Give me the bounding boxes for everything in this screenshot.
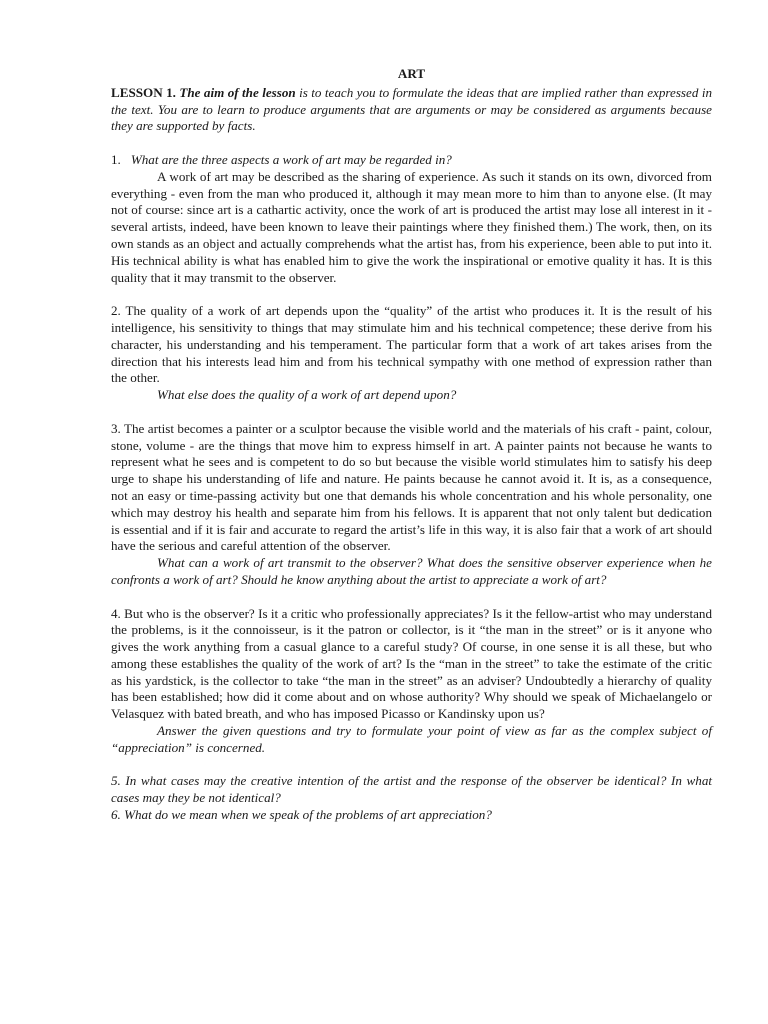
lesson-intro [111, 85, 712, 135]
paragraph-3: 3. The artist becomes a painter or a sculptor because the visible world and the materials of his craft - paint, colour, stone, volume - are the things that move him to express himself in art. A painter paints not because he wants to represent what he sees and is competent to do so but because the visible world stimulates him to satisfy his deep urge to shape his understanding of life and nature. He paints because he cannot avoid it. It is, as a consequence, not an easy or time-passing activity but one that demands his whole concentration and his whole personality, one which may destroy his health and separate him from his fellows. It is apparent that not only talent but dedication is essential and if it is fair and accurate to regard the artist’s life in this way, it is also fair that a work of art should have the serious and careful attention of the observer. [111, 420, 712, 554]
question-4: Answer the given questions and try to formulate your point of view as far as the complex subject of “appreciation” is concerned. [111, 723, 712, 755]
lesson-lead: The aim of the lesson [179, 84, 296, 100]
spacer [111, 135, 712, 152]
paragraph-2: 2. The quality of a work of art depends upon the “quality” of the artist who produces it. It is the result of his intelligence, his sensitivity to things that may stimulate him and his technical competence; these derive from his character, his understanding and his temperament. The particular form that a work of art takes arises from the direction that his interests lead him and from his technical sympathy with one method of expression rather than the other. [111, 303, 712, 386]
spacer [111, 589, 712, 606]
question-5: 5. In what cases may the creative intention of the artist and the response of the observer be identical? In what cases may they be not identical? [111, 773, 712, 806]
question-3: What can a work of art transmit to the observer? What does the sensitive observer experience when he confronts a work of art? Should he know anything about the artist to appreciate a work of art? [111, 555, 712, 587]
document-page [111, 66, 712, 824]
paragraph-1: A work of art may be described as the sharing of experience. As such it stands on its own, divorced from everything - even from the man who produced it, although it may mean more to him than to anyone else. (It may not of course: since art is a cathartic activity, once the work of art is produced the artist may lose all interest in it - several artists, indeed, have been known to leave their paintings where they finished them.) The work, then, on its own stands as an object and actually comprehends what the artist has, from his experience, been able to put into it. His technical ability is what has enabled him to give the work the inspirational or emotive quality it has. It is this quality that it may transmit to the observer. [111, 168, 712, 285]
question-1 [111, 152, 712, 169]
spacer [111, 757, 712, 774]
paragraph-4: 4. But who is the observer? Is it a critic who professionally appreciates? Is it the fellow-artist who may understand the problems, is it the connoisseur, is it the patron or collector, is it “the man in the street” or is it anyone who gives the work anything from a casual glance to a careful study? Of course, in one sense it is all these, but who among these establishes the quality of the work of art? Is the “man in the street” to take the estimate of the critic as his yardstick, is the collector to take “the man in the street” as an adviser? Undoubtedly a hierarchy of quality has been established; how did it come about and on whose authority? Why should we speak of Michaelangelo or Velasquez with bated breath, and who has imposed Picasso or Kandinsky upon us? [111, 605, 712, 722]
question-1-number: 1. [111, 151, 121, 167]
question-2: What else does the quality of a work of art depend upon? [157, 387, 457, 403]
question-1-text: What are the three aspects a work of art may be regarded in? [130, 151, 452, 167]
question-6: 6. What do we mean when we speak of the problems of art appreciation? [111, 807, 492, 823]
spacer [111, 404, 712, 421]
document-title: ART [397, 66, 426, 81]
lesson-rest: is to teach you to formulate the ideas that are implied rather than expressed in the text. You are to learn to produce arguments that are arguments or may be considered as arguments because they are supported by facts. [111, 84, 713, 134]
spacer [111, 286, 712, 303]
lesson-label: LESSON 1. [111, 84, 176, 100]
